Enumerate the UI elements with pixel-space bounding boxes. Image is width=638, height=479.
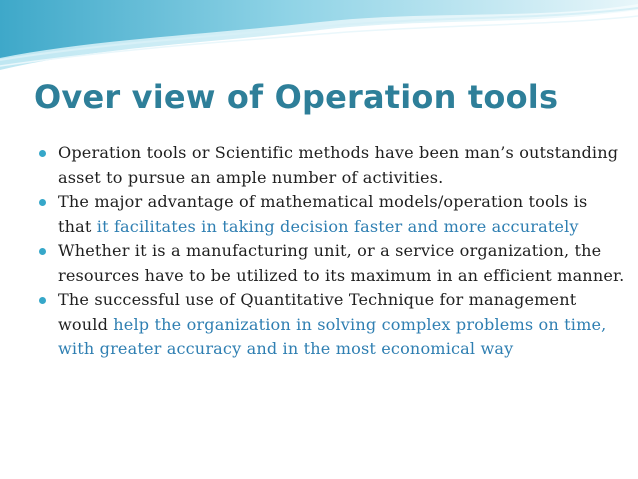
bullet-item xyxy=(36,239,626,288)
bullet-text: Operation tools or Scientific methods have been man’s outstanding asset to pursue an ample number of activities. xyxy=(58,143,619,187)
bullet-dot-icon xyxy=(39,297,46,304)
header-wave-banner xyxy=(0,0,638,90)
bullet-item xyxy=(36,288,626,362)
bullet-list xyxy=(36,141,626,362)
bullet-text: The successful use of Quantitative Technique for management would xyxy=(58,290,577,334)
bullet-item xyxy=(36,141,626,190)
bullet-highlight-text: help the organization in solving complex problems on time, with greater accuracy and in the most economical way xyxy=(58,314,607,358)
bullet-text: Whether it is a manufacturing unit, or a service organization, the resources have to be utilized to its maximum in an efficient manner. xyxy=(58,241,625,285)
bullet-highlight-text: it facilitates in taking decision faster and more accurately xyxy=(96,216,579,236)
bullet-dot-icon xyxy=(39,199,46,206)
bullet-item xyxy=(36,190,626,239)
bullet-text: The major advantage of mathematical models/operation tools is that xyxy=(58,192,588,236)
bullet-dot-icon xyxy=(39,150,46,157)
bullet-dot-icon xyxy=(39,248,46,255)
slide-title: Over view of Operation tools xyxy=(34,78,559,116)
